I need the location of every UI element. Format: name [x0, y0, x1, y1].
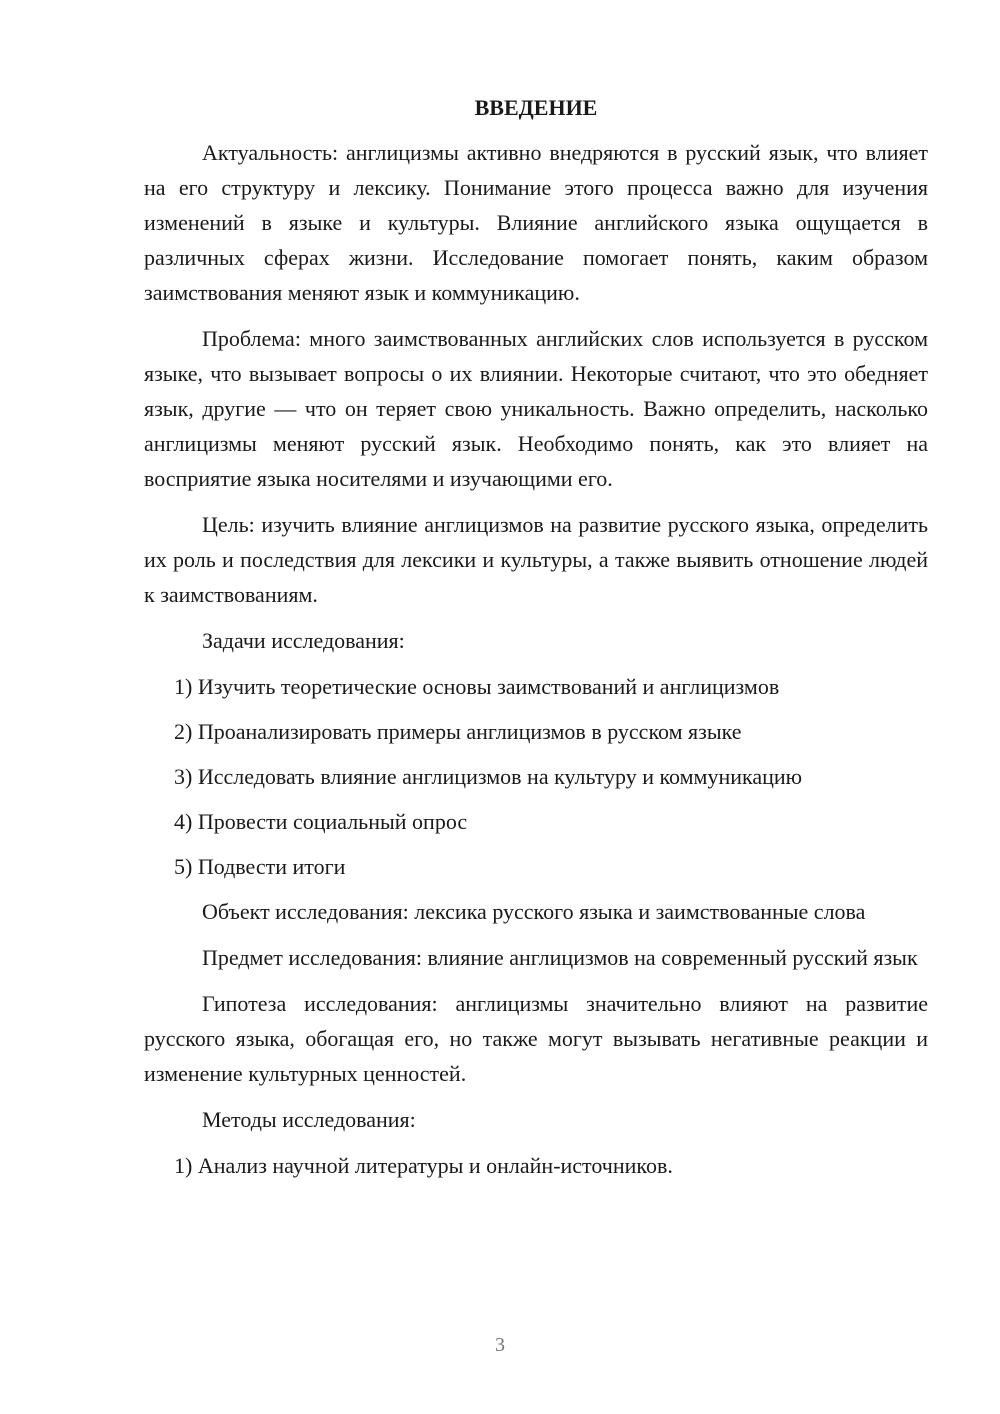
- hypothesis-paragraph: Гипотеза исследования: англицизмы значительно влияют на развитие русского языка, обогащая его, но также могут вызывать негативные реакции и изменение культурных ценностей.: [144, 991, 928, 1087]
- page-number: 3: [495, 1334, 505, 1356]
- problem-paragraph: Проблема: много заимствованных английских слов используется в русском языке, что вызывает вопросы о их влиянии. Некоторые считают, что это обедняет язык, другие — что он теряет свою уникальность. Важно определить, насколько англицизмы меняют русский язык. Необходимо понять, как это влияет на восприятие языка носителями и изучающими его.: [144, 326, 928, 492]
- task-item: 1) Изучить теоретические основы заимствований и англицизмов: [174, 674, 780, 700]
- document-page: [144, 90, 928, 1193]
- object-paragraph: Объект исследования: лексика русского языка и заимствованные слова: [202, 899, 866, 925]
- task-item: 4) Провести социальный опрос: [174, 809, 468, 835]
- tasks-title: Задачи исследования:: [202, 628, 405, 654]
- relevance-paragraph: Актуальность: англицизмы активно внедряются в русский язык, что влияет на его структуру и лексику. Понимание этого процесса важно для изучения изменений в языке и культуры. Влияние английского языка ощущается в различных сферах жизни. Исследование помогает понять, каким образом заимствования меняют язык и коммуникацию.: [144, 140, 928, 306]
- task-item: 3) Исследовать влияние англицизмов на культуру и коммуникацию: [174, 764, 803, 790]
- page-title: ВВЕДЕНИЕ: [474, 95, 598, 120]
- subject-paragraph: Предмет исследования: влияние англицизмов на современный русский язык: [202, 945, 918, 971]
- method-item: 1) Анализ научной литературы и онлайн-источников.: [174, 1153, 673, 1179]
- methods-title: Методы исследования:: [202, 1107, 416, 1133]
- task-item: 5) Подвести итоги: [174, 854, 346, 880]
- task-item: 2) Проанализировать примеры англицизмов в русском языке: [174, 719, 742, 745]
- goal-paragraph: Цель: изучить влияние англицизмов на развитие русского языка, определить их роль и последствия для лексики и культуры, а также выявить отношение людей к заимствованиям.: [144, 512, 928, 608]
